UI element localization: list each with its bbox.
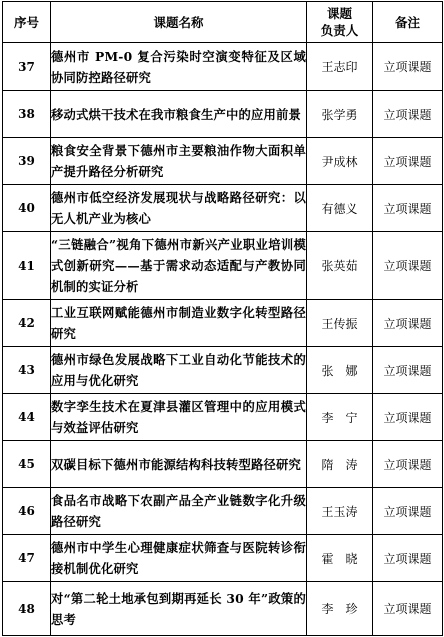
header-note: 备注 [373, 2, 443, 43]
row-note: 立项课题 [373, 185, 443, 232]
table-row [3, 91, 443, 138]
row-title: 粮食安全背景下德州市主要粮油作物大面积单产提升路径分析研究 [51, 138, 307, 185]
row-owner: 张英茹 [307, 232, 373, 300]
table-row [3, 441, 443, 488]
header-owner-line2: 负责人 [320, 23, 359, 38]
table-row [3, 43, 443, 91]
row-owner: 有德义 [307, 185, 373, 232]
table-row [3, 138, 443, 185]
table-row [3, 394, 443, 441]
row-number: 40 [3, 185, 51, 232]
row-number: 42 [3, 300, 51, 347]
row-owner: 李 宁 [307, 394, 373, 441]
table-row [3, 488, 443, 535]
header-owner [307, 2, 373, 43]
row-number: 39 [3, 138, 51, 185]
row-number: 48 [3, 582, 51, 636]
table-header-row [3, 2, 443, 43]
row-note: 立项课题 [373, 488, 443, 535]
row-number: 47 [3, 535, 51, 582]
row-owner: 张学勇 [307, 91, 373, 138]
row-title: 德州市绿色发展战略下工业自动化节能技术的应用与优化研究 [51, 347, 307, 394]
row-note: 立项课题 [373, 535, 443, 582]
row-title: 对“第二轮土地承包到期再延长 30 年”政策的思考 [51, 582, 307, 636]
row-note: 立项课题 [373, 347, 443, 394]
row-note: 立项课题 [373, 394, 443, 441]
row-note: 立项课题 [373, 138, 443, 185]
row-title: 食品名市战略下农副产品全产业链数字化升级路径研究 [51, 488, 307, 535]
row-number: 38 [3, 91, 51, 138]
table-row [3, 300, 443, 347]
row-title: “三链融合”视角下德州市新兴产业职业培训模式创新研究——基于需求动态适配与产教协同机制的实证分析 [51, 232, 307, 300]
row-title: 移动式烘干技术在我市粮食生产中的应用前景 [51, 91, 307, 138]
row-number: 45 [3, 441, 51, 488]
row-note: 立项课题 [373, 91, 443, 138]
row-number: 44 [3, 394, 51, 441]
row-note: 立项课题 [373, 43, 443, 91]
row-owner: 隋 涛 [307, 441, 373, 488]
row-note: 立项课题 [373, 300, 443, 347]
project-table [2, 1, 443, 636]
row-owner: 王志印 [307, 43, 373, 91]
row-number: 46 [3, 488, 51, 535]
header-title: 课题名称 [51, 2, 307, 43]
table-row [3, 232, 443, 300]
row-number: 41 [3, 232, 51, 300]
row-note: 立项课题 [373, 441, 443, 488]
header-seq: 序号 [3, 2, 51, 43]
row-note: 立项课题 [373, 232, 443, 300]
table-row [3, 582, 443, 636]
row-note: 立项课题 [373, 582, 443, 636]
row-number: 37 [3, 43, 51, 91]
table-row [3, 185, 443, 232]
row-owner: 王玉涛 [307, 488, 373, 535]
row-owner: 王传振 [307, 300, 373, 347]
row-title: 德州市中学生心理健康症状筛查与医院转诊衔接机制优化研究 [51, 535, 307, 582]
row-owner: 李 珍 [307, 582, 373, 636]
table-row [3, 347, 443, 394]
row-title: 德州市低空经济发展现状与战略路径研究：以无人机产业为核心 [51, 185, 307, 232]
row-owner: 霍 晓 [307, 535, 373, 582]
row-title: 工业互联网赋能德州市制造业数字化转型路径研究 [51, 300, 307, 347]
row-owner: 尹成林 [307, 138, 373, 185]
table-row [3, 535, 443, 582]
row-title: 数字孪生技术在夏津县灌区管理中的应用模式与效益评估研究 [51, 394, 307, 441]
header-owner-line1: 课题 [326, 6, 352, 21]
row-title: 德州市 PM-0 复合污染时空演变特征及区域协同防控路径研究 [51, 43, 307, 91]
row-number: 43 [3, 347, 51, 394]
row-title: 双碳目标下德州市能源结构科技转型路径研究 [51, 441, 307, 488]
row-owner: 张 娜 [307, 347, 373, 394]
